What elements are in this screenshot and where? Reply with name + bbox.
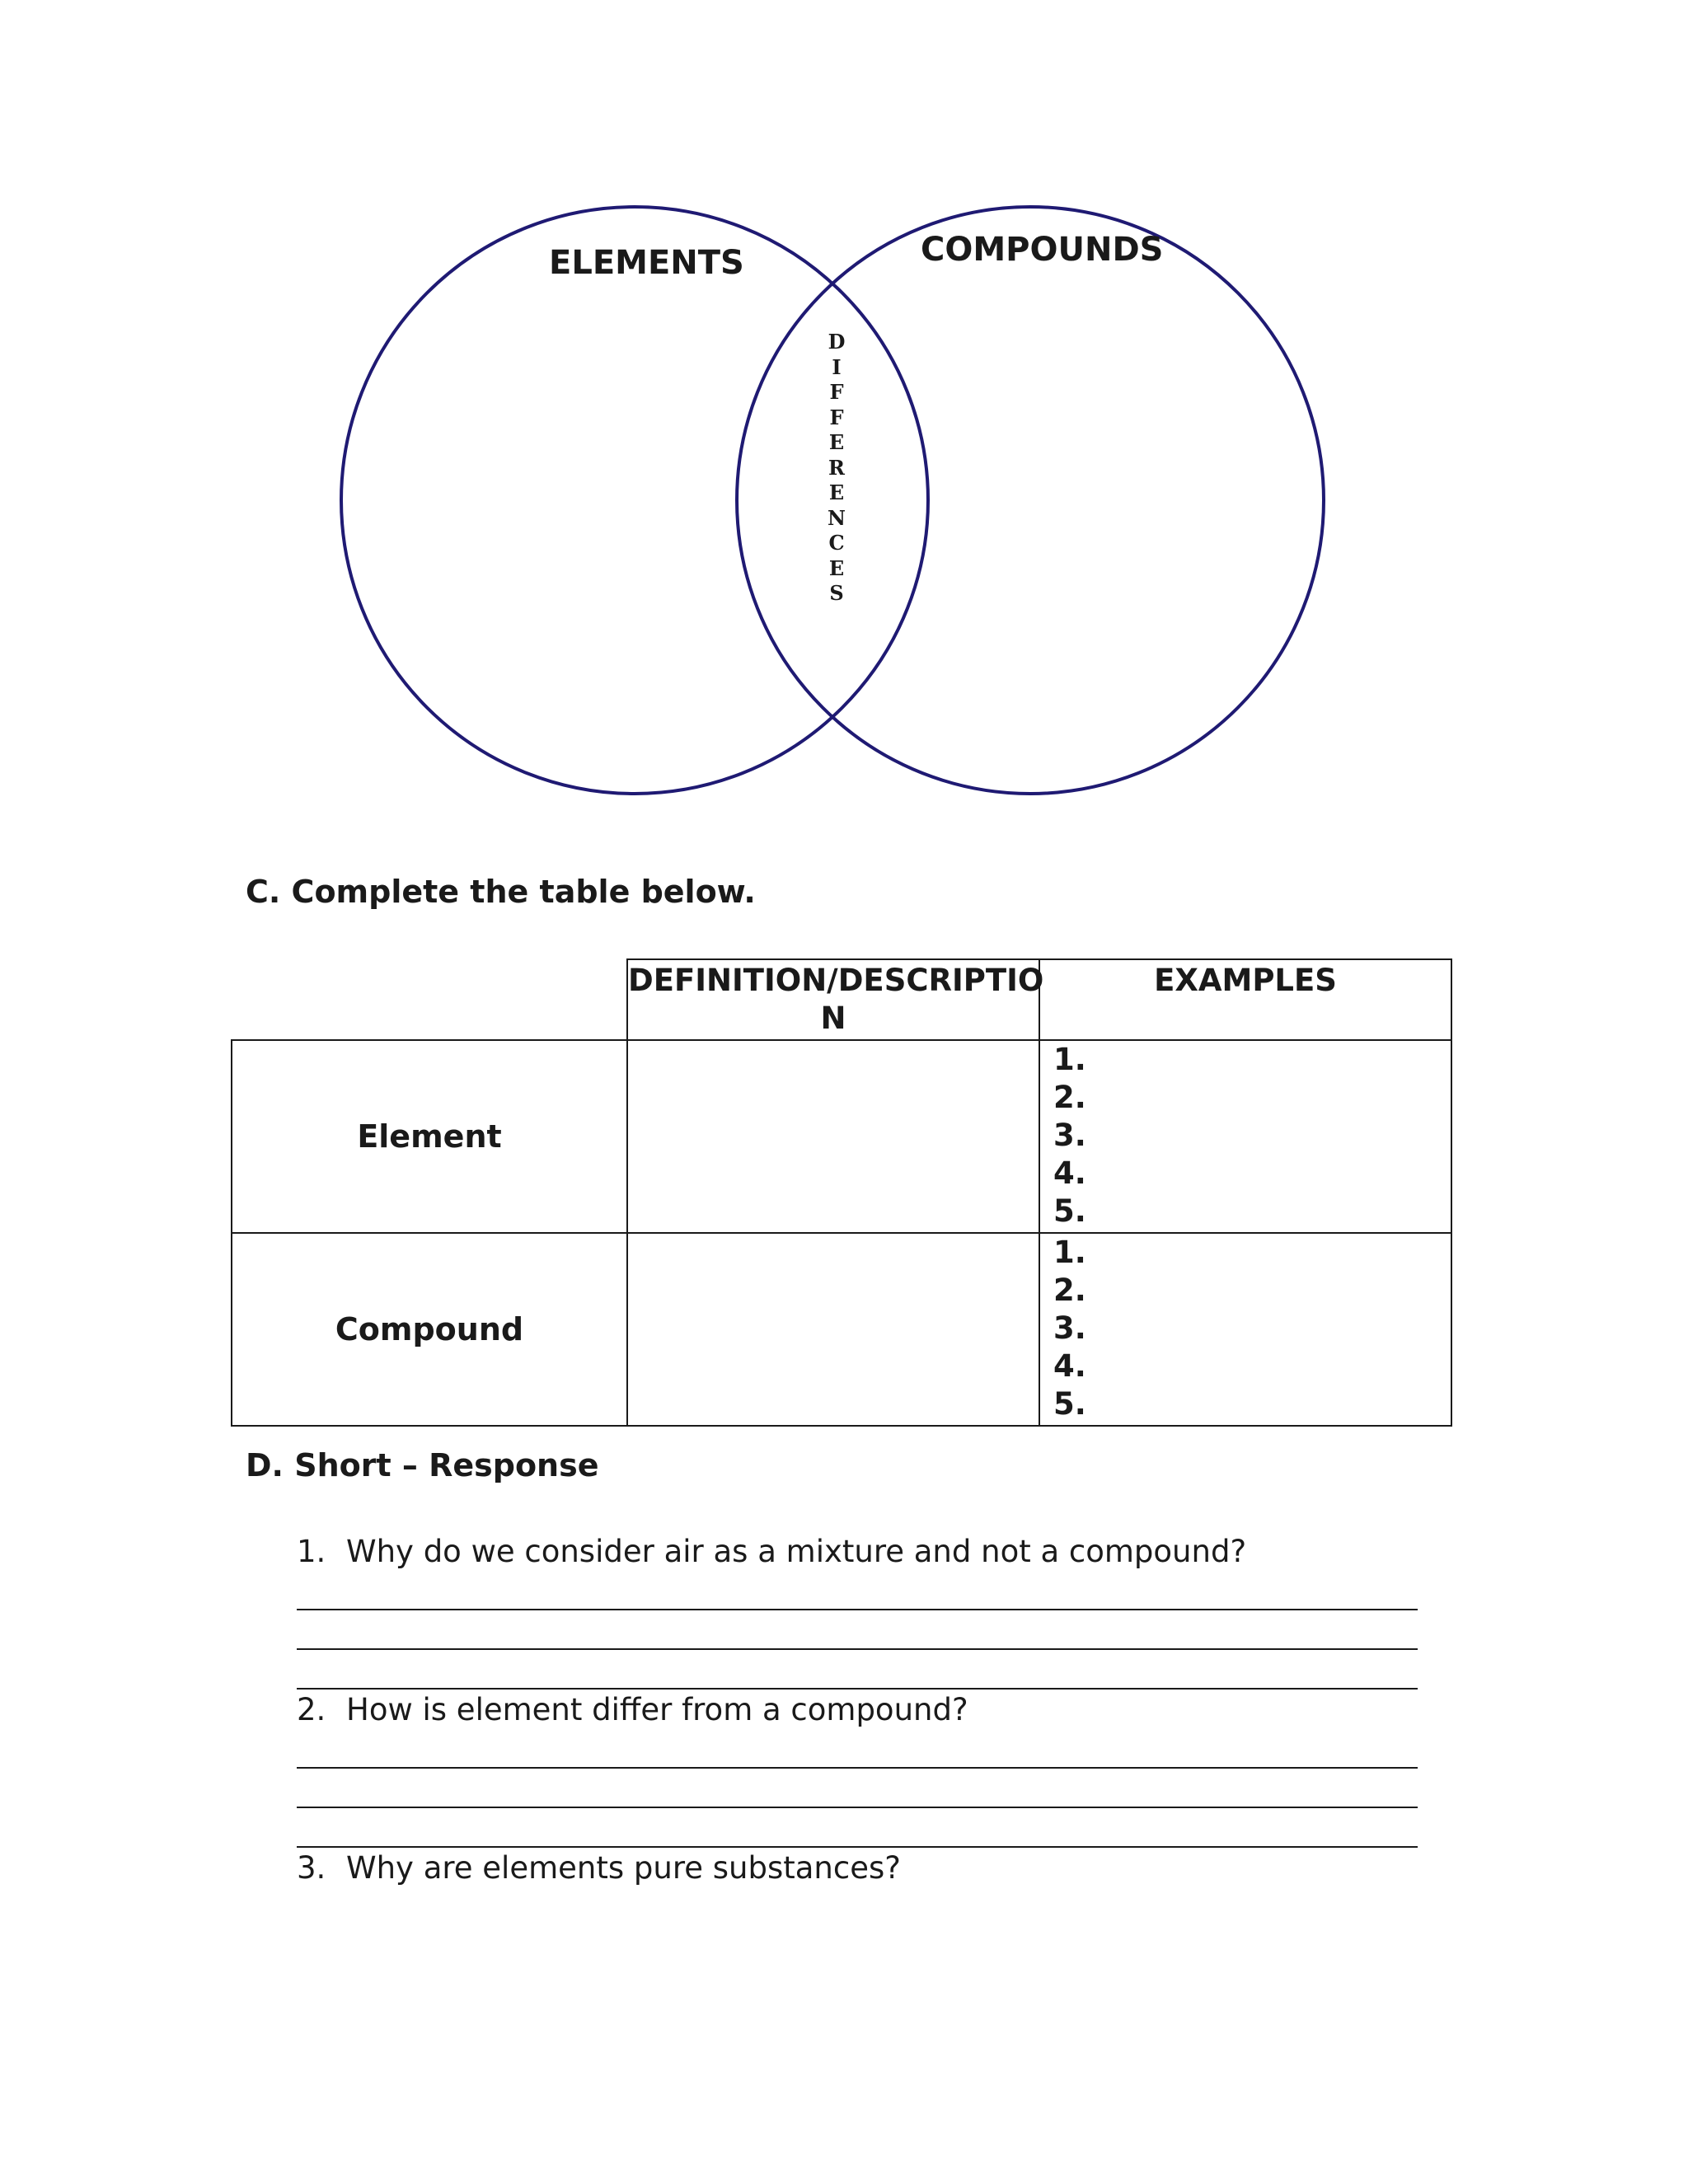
answer-line[interactable] [297, 1729, 1418, 1769]
section-d-title: D. Short – Response [246, 1447, 599, 1483]
answer-line[interactable] [297, 1571, 1418, 1610]
example-number: 3. [1053, 1118, 1086, 1153]
question-text: Why do we consider air as a mixture and not a compound? [346, 1534, 1247, 1569]
examples-column-header: EXAMPLES [1039, 959, 1451, 1040]
answer-line[interactable] [297, 1769, 1418, 1808]
question-2 [297, 1691, 1418, 1729]
short-response-questions [297, 1533, 1418, 1887]
answer-line[interactable] [297, 1808, 1418, 1848]
example-number: 3. [1053, 1310, 1086, 1346]
row-label-compound: Compound [232, 1233, 627, 1426]
answer-line[interactable] [297, 1610, 1418, 1650]
example-number: 2. [1053, 1272, 1086, 1308]
example-number: 2. [1053, 1080, 1086, 1115]
differences-letter: E [828, 430, 845, 454]
table-header-row [232, 959, 1451, 1040]
question-1 [297, 1533, 1418, 1571]
question-number: 1. [297, 1534, 326, 1569]
section-c-title: C. Complete the table below. [246, 874, 756, 910]
compounds-label: COMPOUNDS [921, 231, 1164, 269]
example-number: 5. [1053, 1386, 1086, 1422]
differences-letter: D [828, 330, 846, 354]
differences-letter: N [828, 505, 846, 530]
differences-letter: F [829, 405, 844, 429]
examples-cell[interactable] [1039, 1233, 1451, 1426]
example-number: 1. [1053, 1235, 1086, 1270]
answer-line[interactable] [297, 1650, 1418, 1690]
question-text: How is element differ from a compound? [346, 1692, 968, 1727]
differences-letter: C [828, 531, 845, 555]
examples-cell[interactable] [1039, 1040, 1451, 1233]
example-number: 4. [1053, 1348, 1086, 1384]
definition-cell[interactable] [627, 1040, 1039, 1233]
question-number: 2. [297, 1692, 326, 1727]
question-3 [297, 1849, 1418, 1887]
differences-letter: R [828, 455, 845, 480]
definition-column-header: DEFINITION/DESCRIPTIO N [627, 959, 1039, 1040]
example-number: 1. [1053, 1042, 1086, 1077]
differences-label [824, 330, 849, 607]
differences-letter: E [828, 555, 845, 580]
elements-label: ELEMENTS [549, 244, 744, 282]
differences-letter: I [832, 354, 842, 379]
question-number: 3. [297, 1850, 326, 1886]
elements-compounds-table [231, 958, 1452, 1427]
example-number: 5. [1053, 1193, 1086, 1229]
differences-letter: E [828, 480, 845, 504]
table-row [232, 1233, 1451, 1426]
row-label-element: Element [232, 1040, 627, 1233]
differences-letter: S [829, 581, 844, 605]
example-number: 4. [1053, 1155, 1086, 1191]
differences-letter: F [829, 380, 844, 404]
table-row [232, 1040, 1451, 1233]
table-corner-cell [232, 959, 627, 1040]
question-text: Why are elements pure substances? [346, 1850, 901, 1886]
definition-cell[interactable] [627, 1233, 1039, 1426]
